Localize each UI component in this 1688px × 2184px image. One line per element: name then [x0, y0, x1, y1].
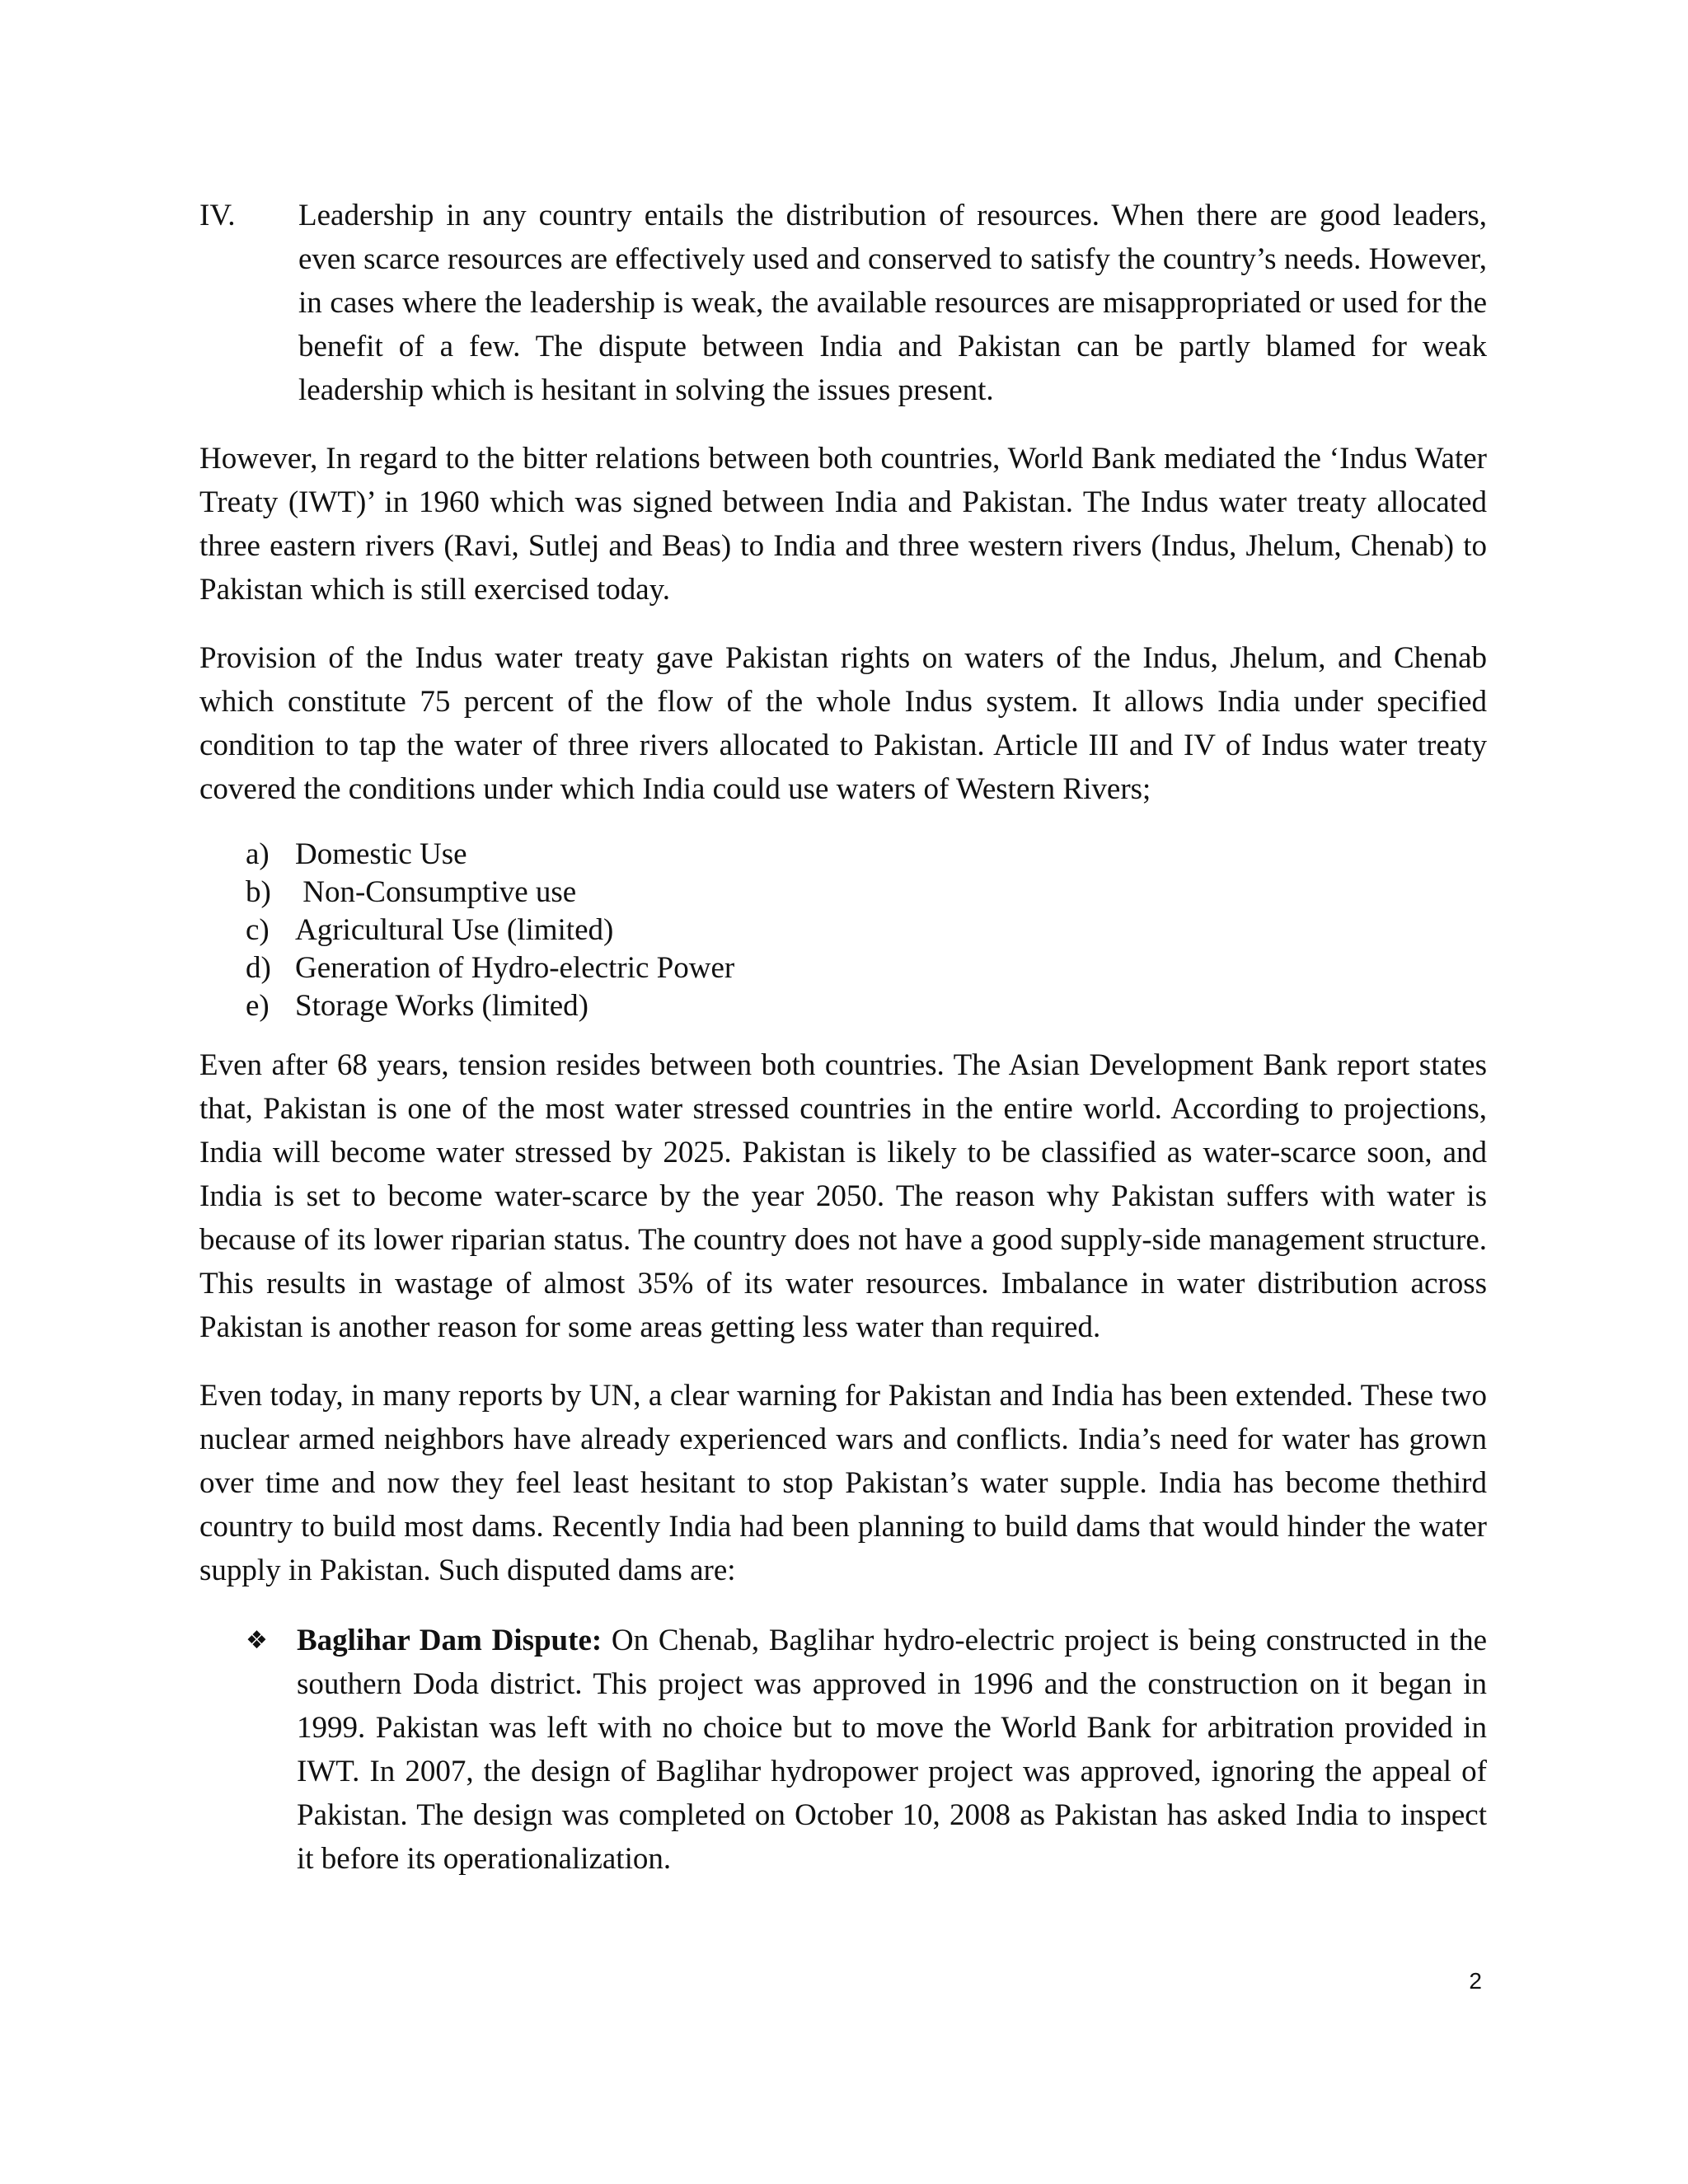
list-marker: d)	[246, 951, 271, 985]
list-item	[199, 987, 1487, 1025]
list-item-text: Non-Consumptive use	[295, 875, 577, 909]
leadership-paragraph: Leadership in any country entails the distribution of resources. When there are good leaders, even scarce resources are effectively used and conserved to satisfy the country’s needs. However, in cases where the leadership is weak, the available resources are misappropriated or used for the benefit of a few. The dispute between India and Pakistan can be partly blamed for weak leadership which is hesitant in solving the issues present.	[298, 199, 1487, 407]
roman-numeral-marker: IV.	[199, 199, 236, 232]
list-item	[199, 912, 1487, 949]
list-item	[199, 949, 1487, 987]
baglihar-heading: Baglihar Dam Dispute:	[297, 1624, 603, 1657]
list-item-iv	[199, 194, 1487, 412]
list-item	[199, 836, 1487, 874]
un-warning-paragraph: Even today, in many reports by UN, a clear warning for Pakistan and India has been extended. These two nuclear armed neighbors have already experienced wars and conflicts. India’s need for water has grown over time and now they feel least hesitant to stop Pakistan’s water supple. India has become thethird country to build most dams. Recently India had been planning to build dams that would hinder the water supply in Pakistan. Such disputed dams are:	[199, 1379, 1487, 1587]
list-item	[199, 874, 1487, 912]
list-marker: e)	[246, 989, 270, 1023]
tension-paragraph: Even after 68 years, tension resides between both countries. The Asian Development Bank report states that, Pakistan is one of the most water stressed countries in the entire world. According to projections, India will become water stressed by 2025. Pakistan is likely to be classified as water-scarce soon, and India is set to become water-scarce by the year 2050. The reason why Pakistan suffers with water is because of its lower riparian status. The country does not have a good supply-side management structure. This results in wastage of almost 35% of its water resources. Imbalance in water distribution across Pakistan is another reason for some areas getting less water than required.	[199, 1048, 1487, 1344]
baglihar-bullet-item	[199, 1619, 1495, 1881]
list-marker: a)	[246, 837, 270, 871]
list-marker: c)	[246, 913, 270, 947]
page-number: 2	[1469, 1968, 1482, 1994]
list-item-text: Domestic Use	[295, 837, 467, 871]
list-item-text: Generation of Hydro-electric Power	[295, 951, 735, 985]
baglihar-paragraph	[297, 1619, 1495, 1881]
western-rivers-uses-list	[199, 836, 1487, 1025]
list-item-text: Agricultural Use (limited)	[295, 913, 614, 947]
list-item-text: Storage Works (limited)	[295, 989, 588, 1023]
baglihar-text: On Chenab, Baglihar hydro-electric project is being constructed in the southern Doda district. This project was approved in 1996 and the construction on it began in 1999. Pakistan was left with no choice but to move the World Bank for arbitration provided in IWT. In 2007, the design of Baglihar hydropower project was approved, ignoring the appeal of Pakistan. The design was completed on October 10, 2008 as Pakistan has asked India to inspect it before its operationalization.	[297, 1624, 1495, 1876]
provision-paragraph: Provision of the Indus water treaty gave Pakistan rights on waters of the Indus, Jhelum, and Chenab which constitute 75 percent of the flow of the whole Indus system. It allows India under specified condition to tap the water of three rivers allocated to Pakistan. Article III and IV of Indus water treaty covered the conditions under which India could use waters of Western Rivers;	[199, 641, 1487, 806]
diamond-bullet-icon: ❖	[246, 1626, 268, 1655]
treaty-intro-paragraph: However, In regard to the bitter relations between both countries, World Bank mediated the ‘Indus Water Treaty (IWT)’ in 1960 which was signed between India and Pakistan. The Indus water treaty allocated three eastern rivers (Ravi, Sutlej and Beas) to India and three western rivers (Indus, Jhelum, Chenab) to Pakistan which is still exercised today.	[199, 442, 1487, 607]
list-marker: b)	[246, 875, 271, 909]
page-content	[199, 194, 1495, 1881]
